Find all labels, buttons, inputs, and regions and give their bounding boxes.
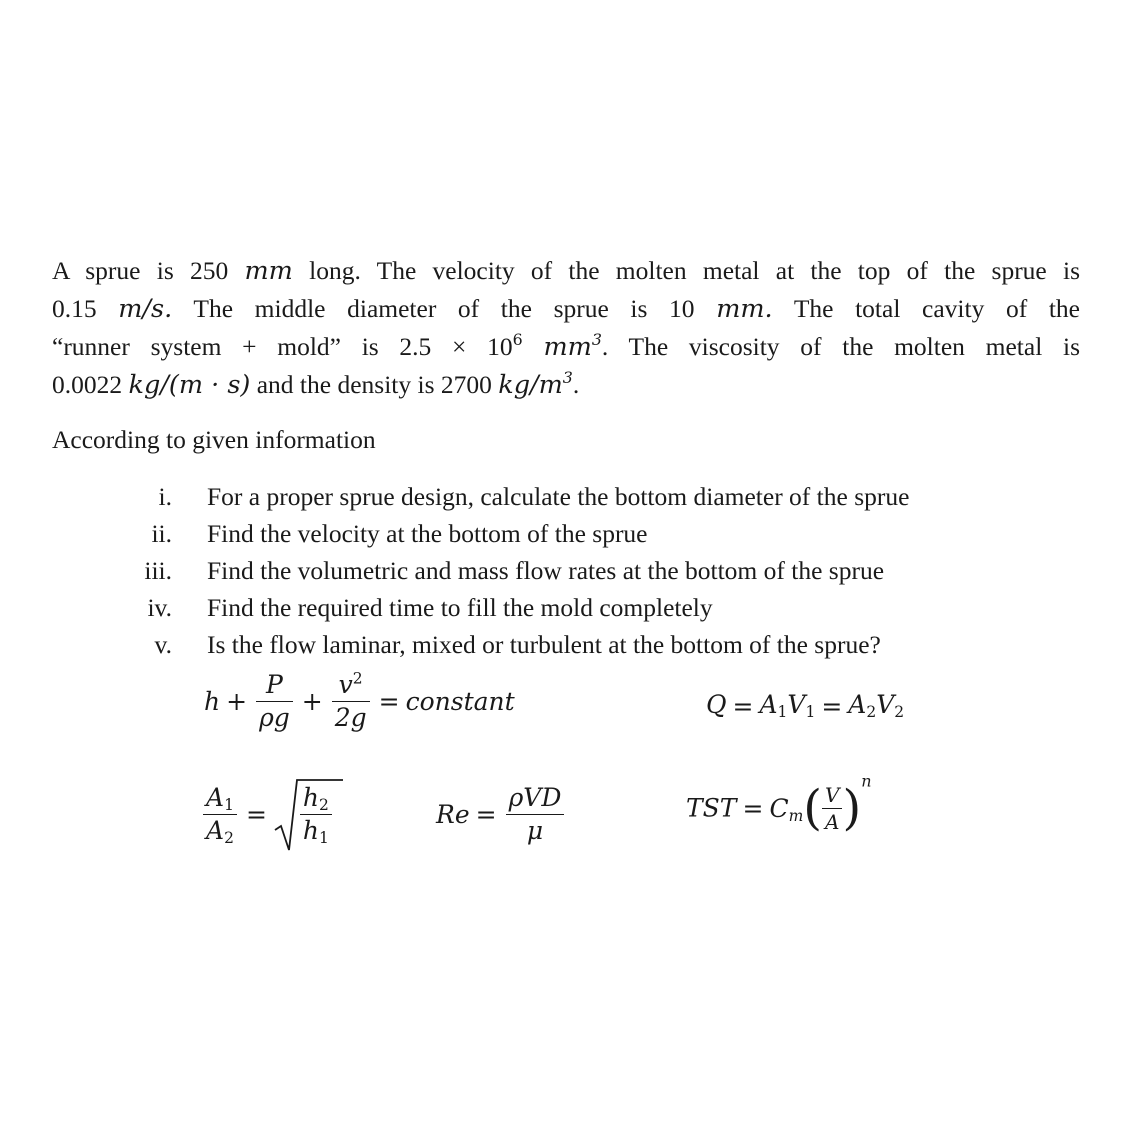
chvorinov-equation: TST = $C_m$( $\frac{V}{A}$ )$^n$: [686, 771, 872, 836]
statement-line-3: “runner system + mold” is $2.5 \times 10^6$ $mm^3$. The viscosity of the molten metal is: [52, 330, 1081, 362]
continuity-equation: $Q = A_1V_1 = A_2V_2$: [706, 690, 905, 721]
pressure-head-fraction: $\frac{P}{\rho g}$: [256, 669, 293, 734]
area-ratio-equation: $\frac{A_1}{A_2}$ = $\frac{h_2}{h_1}$: [200, 782, 335, 847]
problem-statement: [52, 252, 1080, 404]
height-fraction: $\frac{h_2}{h_1}$: [300, 782, 332, 847]
reynolds-fraction: $\frac{\text{ρVD}}{\mu}$: [506, 782, 565, 847]
statement-line-2: 0.15 m/s. The middle diameter of the sprue is 10 mm. The total cavity of the: [52, 294, 1080, 324]
reynolds-equation: Re = $\frac{\text{ρVD}}{\mu}$: [436, 782, 567, 847]
volume-area-fraction: $\frac{V}{A}$: [822, 782, 842, 835]
bernoulli-equation: h + $\frac{P}{\rho g}$ + $\frac{v^2}{2g}$ = constant: [204, 669, 515, 732]
intro-line: According to given information: [52, 425, 376, 454]
statement-line-4: 0.0022 kg/(m · s) and the density is 2700 $kg/m^3$.: [52, 368, 580, 400]
area-fraction: $\frac{A_1}{A_2}$: [203, 782, 237, 847]
velocity-head-fraction: $\frac{v^2}{2g}$: [332, 669, 370, 734]
square-root: [273, 782, 335, 847]
radical-sign-icon: [273, 778, 343, 854]
statement-line-1: A sprue is 250 mm long. The velocity of the molten metal at the top of the sprue is: [52, 256, 1081, 286]
